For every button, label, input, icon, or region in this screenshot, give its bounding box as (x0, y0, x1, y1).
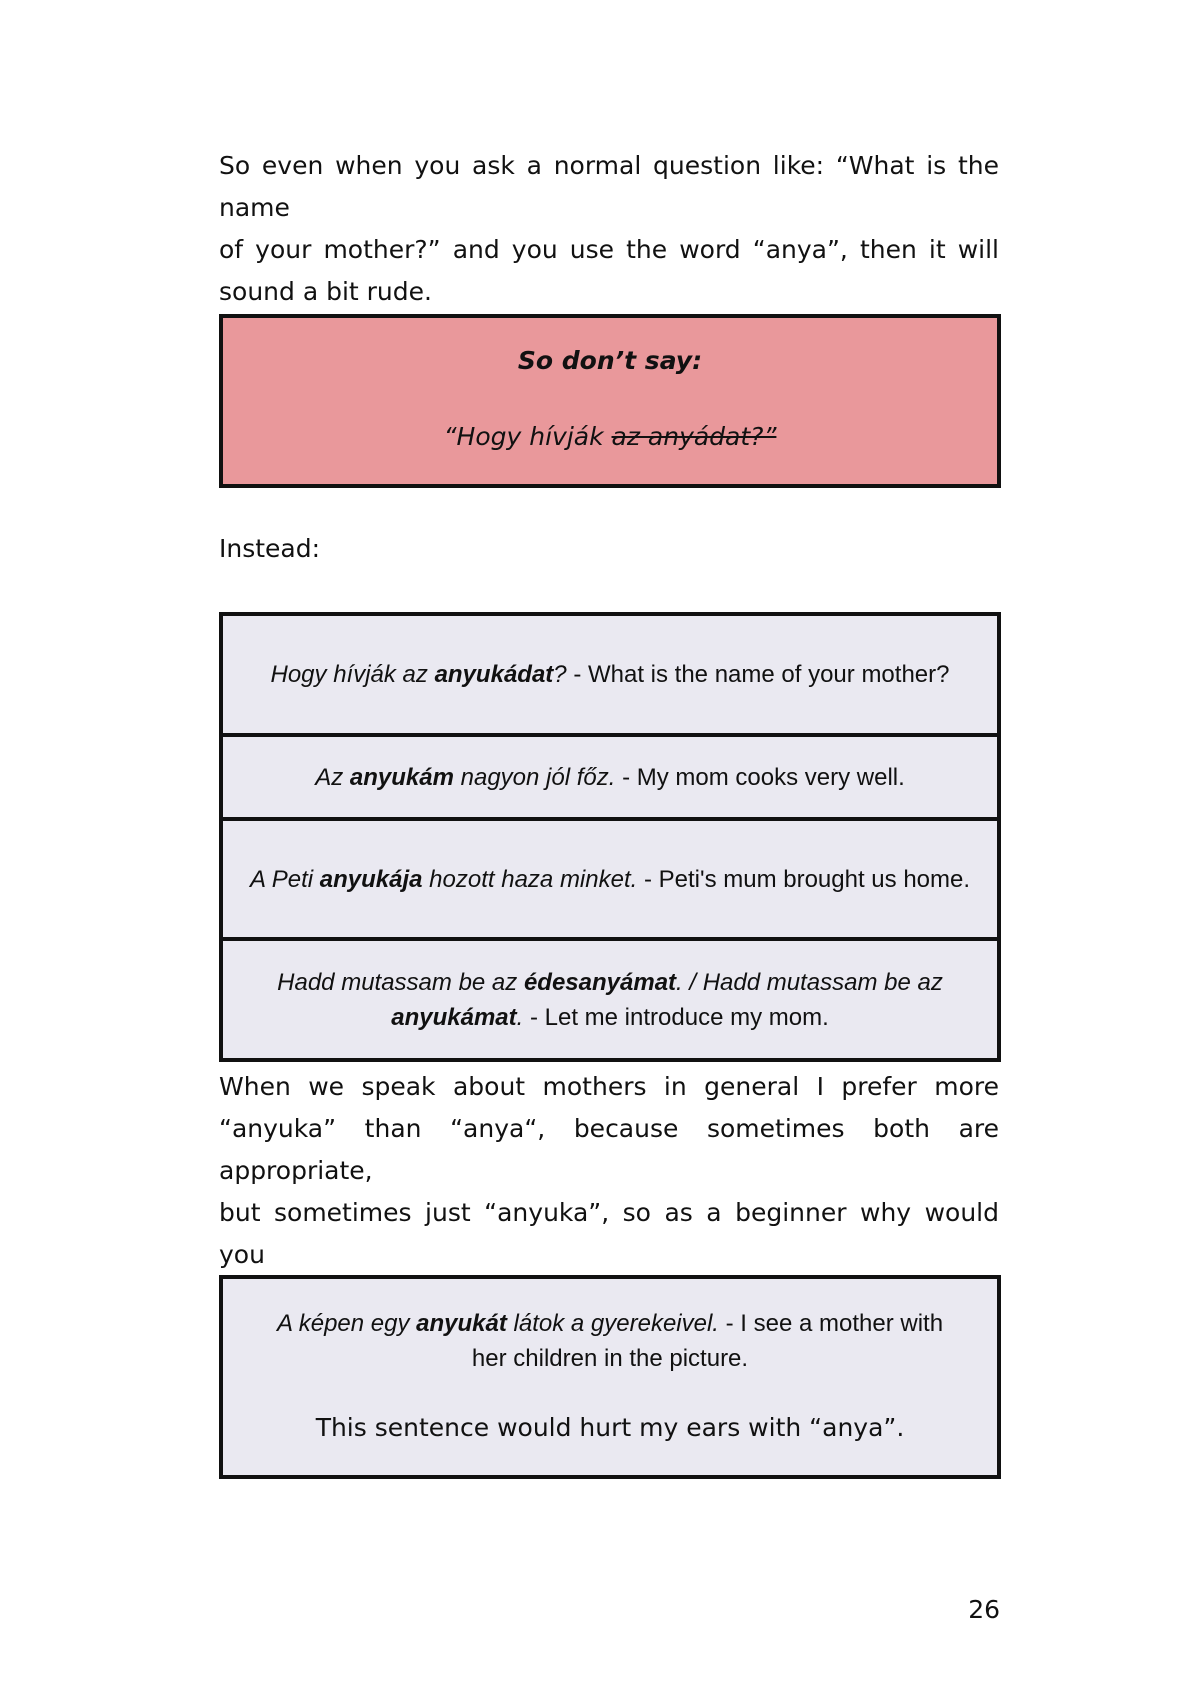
intro-line-1: So even when you ask a normal question like: “What is the name (219, 151, 999, 222)
general-line-1: When we speak about mothers in general I prefer more (219, 1072, 999, 1101)
final-note: This sentence would hurt my ears with “anya”. (315, 1413, 905, 1442)
example-1-translation: - What is the name of your mother? (566, 661, 950, 688)
table-row (223, 941, 997, 1058)
final-example-bold: anyukát (416, 1310, 507, 1337)
dont-say-box (219, 314, 1001, 488)
example-3-post: hozott haza minket. (422, 865, 638, 893)
intro-line-2: of your mother?” and you use the word “anya”, then it will (219, 235, 999, 264)
example-4-translation: - Let me introduce my mom. (523, 1003, 829, 1031)
instead-label: Instead: (219, 534, 321, 563)
example-4-post2: . (516, 1003, 524, 1031)
table-row (223, 821, 997, 941)
table-row (223, 737, 997, 821)
example-2-post: nagyon jól főz. (453, 763, 616, 791)
example-1-bold: anyukádat (434, 661, 554, 688)
final-example-pre: A képen egy (276, 1310, 417, 1337)
example-2-translation: - My mom cooks very well. (615, 763, 905, 791)
general-line-2: “anyuka” than “anya“, because sometimes both are appropriate, (219, 1114, 999, 1185)
general-line-3: but sometimes just “anyuka”, so as a beginner why would you (219, 1198, 999, 1269)
example-note-box (219, 1275, 1001, 1479)
examples-table (219, 612, 1001, 1062)
dont-say-example-struck: az anyádat?” (611, 422, 777, 451)
table-row (223, 616, 997, 737)
dont-say-example-plain: “Hogy hívják (443, 422, 612, 451)
example-4-post: . / Hadd mutassam be az (676, 968, 943, 996)
dont-say-heading: So don’t say: (517, 346, 703, 375)
example-3-translation: - Peti's mum brought us home. (637, 865, 971, 893)
final-example-post: látok a gyerekeivel. (506, 1310, 719, 1337)
example-3-bold: anyukája (319, 865, 423, 893)
example-2-bold: anyukám (349, 763, 454, 791)
final-example (223, 1306, 997, 1376)
example-1-pre: Hogy hívják az (270, 661, 435, 688)
example-4-pre: Hadd mutassam be az (277, 968, 524, 996)
example-2-pre: Az (315, 763, 350, 791)
final-example-translation: - I see a mother with her children in the picture. (471, 1310, 944, 1372)
example-1-post: ? (553, 661, 567, 688)
page-number: 26 (968, 1595, 1000, 1624)
dont-say-example (223, 422, 997, 451)
example-4-bold: édesanyámat (523, 968, 677, 996)
intro-line-3: sound a bit rude. (219, 277, 432, 306)
example-4-bold2: anyukámat (391, 1003, 517, 1031)
intro-paragraph (219, 145, 999, 313)
example-3-pre: A Peti (249, 865, 320, 893)
